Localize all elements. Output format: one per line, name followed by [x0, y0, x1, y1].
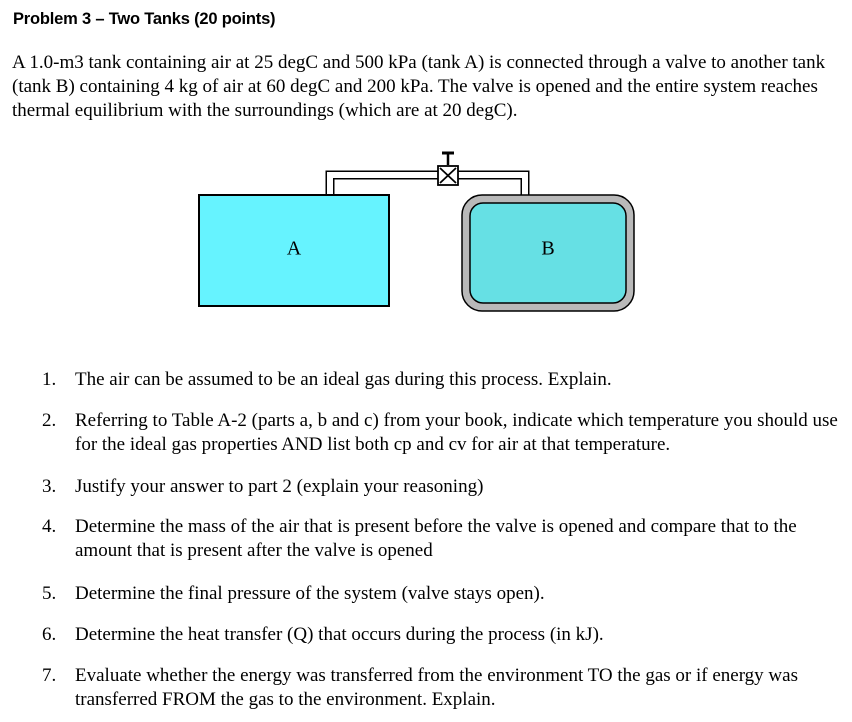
question-text: Determine the mass of the air that is present before the valve is opened and compare that to the amount that is present after the valve is opened — [75, 516, 797, 561]
question-text: Determine the heat transfer (Q) that occurs during the process (in kJ). — [75, 624, 604, 645]
question-text: Determine the final pressure of the system (valve stays open). — [75, 583, 545, 604]
question-number: 6. — [42, 624, 57, 645]
question-number: 1. — [42, 369, 57, 390]
problem-title — [13, 10, 275, 29]
problem-points: (20 points) — [194, 10, 276, 28]
question-text: Justify your answer to part 2 (explain your reasoning) — [75, 476, 484, 497]
question-number: 4. — [42, 516, 57, 537]
connecting-pipe — [330, 175, 525, 197]
question-text: The air can be assumed to be an ideal gas during this process. Explain. — [75, 369, 612, 390]
question-number: 2. — [42, 410, 57, 431]
valve-icon — [438, 153, 458, 185]
question-number: 5. — [42, 583, 57, 604]
two-tanks-diagram — [190, 148, 650, 318]
problem-statement: A 1.0-m3 tank containing air at 25 degC and 500 kPa (tank A) is connected through a valve to another tank (tank B) containing 4 kg of air at 60 degC and 200 kPa. The valve is opened and the entire system reaches thermal equilibrium with the surroundings (which are at 20 degC). — [12, 52, 826, 121]
question-number: 7. — [42, 665, 57, 686]
problem-title-main: Problem 3 – Two Tanks — [13, 10, 195, 28]
question-text: Referring to Table A-2 (parts a, b and c) from your book, indicate which temperature you should use for the ideal gas properties AND list both cp and cv for air at that temperature. — [75, 410, 838, 455]
tank-a-label: A — [286, 237, 302, 260]
tank-b-label: B — [541, 237, 555, 260]
question-number: 3. — [42, 476, 57, 497]
question-text: Evaluate whether the energy was transferred from the environment TO the gas or if energy was transferred FROM the gas to the environment. Explain. — [75, 665, 798, 710]
